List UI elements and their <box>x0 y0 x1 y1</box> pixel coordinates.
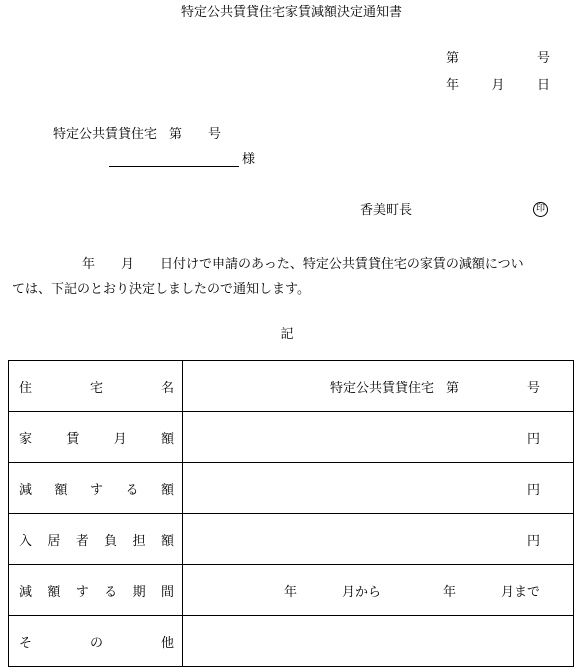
date-day: 日 <box>536 78 550 93</box>
document-date <box>446 79 550 92</box>
number-prefix: 第 <box>446 51 460 66</box>
ki-heading: 記 <box>280 327 294 342</box>
addressee-number-prefix: 第 <box>169 127 183 142</box>
table-row <box>9 514 574 565</box>
number-suffix: 号 <box>536 51 550 66</box>
addressee-number-suffix: 号 <box>208 127 222 142</box>
table-row <box>9 463 574 514</box>
table-row <box>9 565 574 616</box>
body-year: 年 <box>82 257 96 272</box>
addressee-honorific: 様 <box>242 152 256 167</box>
row-value-reduction: 円 <box>183 463 574 514</box>
row-label-other: そ の 他 <box>9 616 183 667</box>
row-value-housing: 特定公共賃貸住宅 第 号 <box>183 361 574 412</box>
row-label-housing: 住 宅 名 <box>9 361 183 412</box>
body-month: 月 <box>121 257 135 272</box>
seal-mark: 印 <box>533 202 548 217</box>
row-label-rent: 家 賃 月 額 <box>9 412 183 463</box>
date-year: 年 <box>446 78 460 93</box>
detail-table <box>8 360 574 667</box>
row-value-other <box>183 616 574 667</box>
date-month: 月 <box>491 78 505 93</box>
body-line1: 日付けで申請のあった、特定公共賃貸住宅の家賃の減額につい <box>160 257 524 272</box>
issuer-name: 香美町長 <box>360 203 413 218</box>
row-label-tenant-burden: 入 居 者 負 担 額 <box>9 514 183 565</box>
row-label-period: 減 額 す る 期 間 <box>9 565 183 616</box>
document-title: 特定公共賃貸住宅家賃減額決定通知書 <box>180 5 402 20</box>
table-row <box>9 412 574 463</box>
row-value-rent: 円 <box>183 412 574 463</box>
addressee-name-line <box>109 166 239 167</box>
body-paragraph <box>12 252 578 302</box>
body-line2: ては、下記のとおり決定しましたので通知します。 <box>12 282 310 297</box>
addressee-housing: 特定公共賃貸住宅 <box>53 127 158 142</box>
table-row <box>9 616 574 667</box>
document-number <box>446 52 550 65</box>
table-row <box>9 361 574 412</box>
addressee-housing-line <box>53 128 221 141</box>
row-value-tenant-burden: 円 <box>183 514 574 565</box>
row-value-period: 年 月から 年 月まで <box>183 565 574 616</box>
row-label-reduction: 減 額 す る 額 <box>9 463 183 514</box>
